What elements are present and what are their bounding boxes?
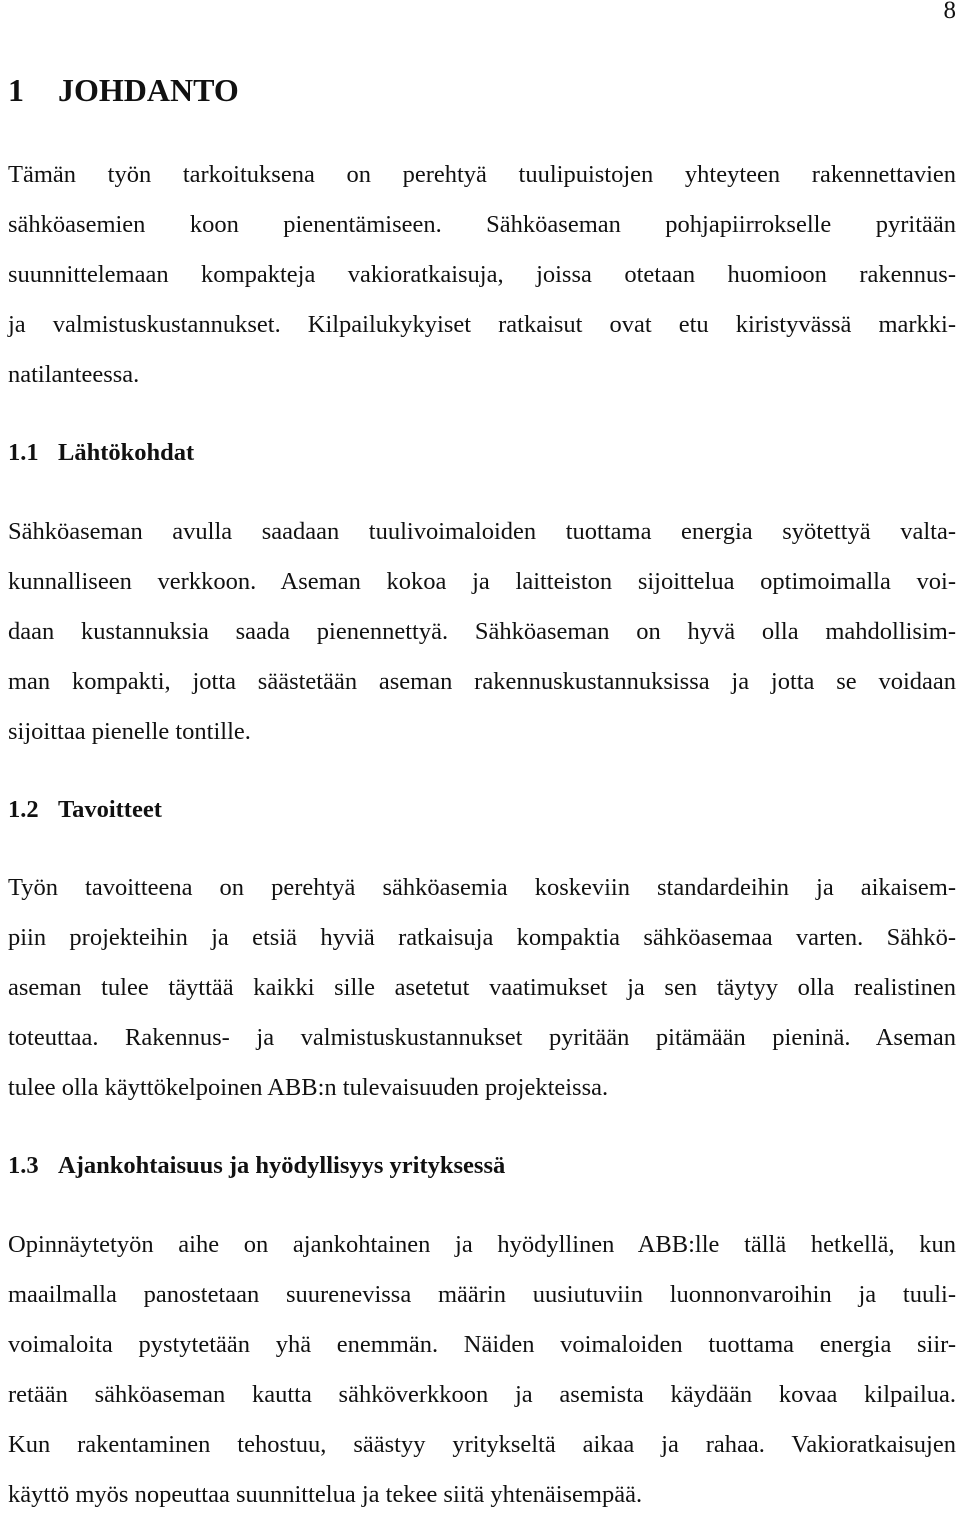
section-paragraph: [8, 507, 956, 757]
section-paragraph: [8, 1220, 956, 1520]
section-title: Lähtökohdat: [58, 439, 195, 466]
paragraph-line: Kun rakentaminen tehostuu, säästyy yritykseltä aikaa ja rahaa. Vakioratkaisujen: [8, 1431, 956, 1458]
section-heading: [8, 1151, 505, 1181]
paragraph-line: tulee olla käyttökelpoinen ABB:n tulevaisuuden projekteissa.: [8, 1074, 609, 1101]
section-paragraph: [8, 863, 956, 1113]
paragraph-line: ja valmistuskustannukset. Kilpailukykyiset ratkaisut ovat etu kiristyvässä markki-: [8, 311, 956, 338]
paragraph-line: retään sähköaseman kautta sähköverkkoon ja asemista käydään kovaa kilpailua.: [8, 1381, 956, 1408]
chapter-number: 1: [8, 72, 24, 108]
paragraph-line: käyttö myös nopeuttaa suunnittelua ja tekee siitä yhtenäisempää.: [8, 1481, 643, 1508]
section-heading: [8, 795, 162, 825]
paragraph-line: man kompakti, jotta säästetään aseman rakennuskustannuksissa ja jotta se voidaan: [8, 668, 956, 695]
paragraph-line: aseman tulee täyttää kaikki sille asetetut vaatimukset ja sen täytyy olla realistinen: [8, 974, 956, 1001]
paragraph-line: Sähköaseman avulla saadaan tuulivoimaloiden tuottama energia syötettyä valta-: [8, 518, 956, 545]
section-number: 1.3: [8, 1152, 39, 1179]
section-number: 1.1: [8, 439, 39, 466]
paragraph-line: suunnittelemaan kompakteja vakioratkaisuja, joissa otetaan huomioon rakennus-: [8, 261, 956, 288]
intro-paragraph: [8, 150, 956, 400]
chapter-title: JOHDANTO: [58, 72, 239, 108]
paragraph-line: Tämän työn tarkoituksena on perehtyä tuulipuistojen yhteyteen rakennettavien: [8, 161, 956, 188]
paragraph-line: sähköasemien koon pienentämiseen. Sähköaseman pohjapiirrokselle pyritään: [8, 211, 956, 238]
paragraph-line: piin projekteihin ja etsiä hyviä ratkaisuja kompaktia sähköasemaa varten. Sähkö-: [8, 924, 956, 951]
page-number: 8: [943, 0, 956, 24]
section-title: Tavoitteet: [58, 796, 162, 823]
paragraph-line: Opinnäytetyön aihe on ajankohtainen ja hyödyllinen ABB:lle tällä hetkellä, kun: [8, 1231, 956, 1258]
paragraph-line: maailmalla panostetaan suurenevissa määrin uusiutuviin luonnonvaroihin ja tuuli-: [8, 1281, 956, 1308]
paragraph-line: Työn tavoitteena on perehtyä sähköasemia koskeviin standardeihin ja aikaisem-: [8, 874, 956, 901]
paragraph-line: toteuttaa. Rakennus- ja valmistuskustannukset pyritään pitämään pieninä. Aseman: [8, 1024, 956, 1051]
section-number: 1.2: [8, 796, 39, 823]
paragraph-line: sijoittaa pienelle tontille.: [8, 718, 251, 745]
section-heading: [8, 438, 194, 468]
paragraph-line: daan kustannuksia saada pienennettyä. Sähköaseman on hyvä olla mahdollisim-: [8, 618, 956, 645]
section-title: Ajankohtaisuus ja hyödyllisyys yrityksessä: [58, 1152, 506, 1179]
chapter-heading: [8, 72, 239, 109]
paragraph-line: kunnalliseen verkkoon. Aseman kokoa ja laitteiston sijoittelua optimoimalla voi-: [8, 568, 956, 595]
paragraph-line: voimaloita pystytetään yhä enemmän. Näiden voimaloiden tuottama energia siir-: [8, 1331, 956, 1358]
paragraph-line: natilanteessa.: [8, 361, 140, 388]
